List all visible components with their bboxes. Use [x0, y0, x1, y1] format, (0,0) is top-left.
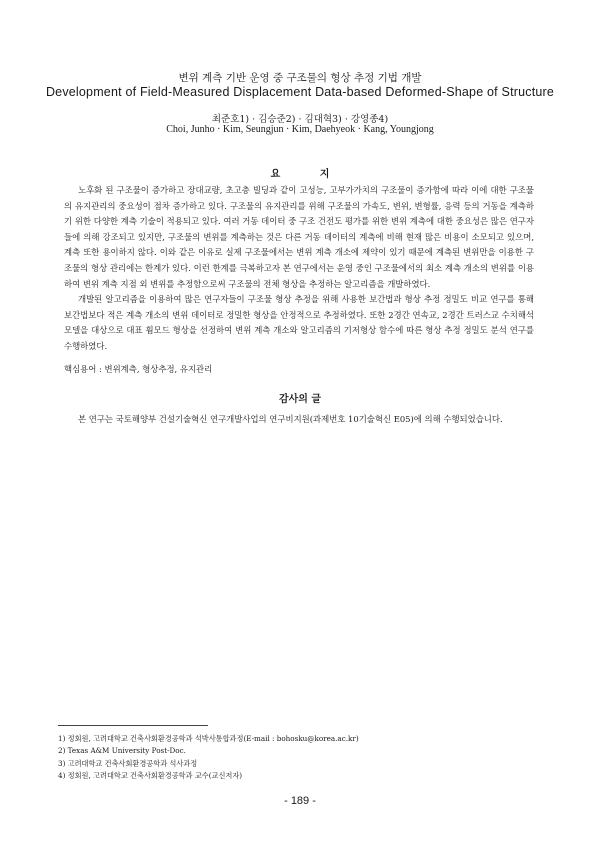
footnotes — [58, 733, 359, 783]
title-korean: 변위 계측 기반 운영 중 구조물의 형상 추정 기법 개발 — [178, 72, 422, 84]
title-english: Development of Field-Measured Displacement Data-based Deformed-Shape of Structure — [45, 85, 555, 99]
abstract-paragraph-2: 개발된 알고리즘을 이용하여 많은 연구자들이 구조물 형상 추정을 위해 사용한 보간법과 형상 추정 정밀도 비교 연구를 통해 보간법보다 적은 계측 개소의 변위 데이터로 정밀한 형상을 안정적으로 추정하였다. 또한 2경간 연속교, 2경간 트러스교 수치해석 모델을 대상으로 대표 휨모드 형상을 선정하여 변위 계측 개소와 알고리즘의 기저형상 함수에 따른 형상 추정 정밀도 분석 연구를 수행하였다. — [64, 294, 534, 351]
footnote-divider — [58, 725, 208, 726]
page-number: - 189 - — [284, 795, 316, 807]
footnote-3: 3) 고려대학교 건축사회환경공학과 석사과정 — [58, 758, 198, 768]
acknowledgement-heading: 감사의 글 — [278, 394, 322, 405]
acknowledgement-text: 본 연구는 국토해양부 건설기술혁신 연구개발사업의 연구비지원(과제번호 10기술혁신 E05)에 의해 수행되었습니다. — [78, 414, 503, 424]
authors-korean: 최준호1) · 김승준2) · 김대혁3) · 강영종4) — [211, 114, 389, 125]
authors-english: Choi, Junho · Kim, Seungjun · Kim, Daehyeok · Kang, Youngjong — [166, 124, 434, 135]
footnote-1: 1) 정회원, 고려대학교 건축사회환경공학과 석박사통합과정(E-mail : bohosku@korea.ac.kr) — [58, 734, 359, 743]
footnote-4: 4) 정회원, 고려대학교 건축사회환경공학과 교수(교신저자) — [58, 771, 243, 781]
abstract-paragraph-1: 노후화 된 구조물이 증가하고 장대교량, 초고층 빌딩과 같이 고성능, 고부가가치의 구조물이 증가함에 따라 이에 대한 구조물의 유지관리의 중요성이 점차 증가하고 있다. 구조물의 유지관리를 위해 구조물의 가속도, 변위, 변형률, 응력 등의 거동을 계측하기 위한 다양한 계측 기술이 적용되고 있다. 여러 거동 데이터 중 구조 건전도 평가를 위한 변위 계측에 대한 중요성은 많은 연구자들에 의해 강조되고 있지만, 구조물의 변위를 계측하는 것은 다른 거동 데이터의 계측에 비해 현재 많은 비용이 소모되고 있으며, 계측 또한 용이하지 않다. 이와 같은 이유로 실제 구조물에서는 변위 계측 개소에 제약이 있기 때문에 계측된 변위만을 이용한 구조물의 형상 관리에는 한계가 있다. 이런 한계를 극복하고자 본 연구에서는 운영 중인 구조물에서의 최소 계측 개소의 변위를 이용하여 변위 계측 지점 외 변위를 추정함으로써 구조물의 전체 형상을 추정하는 알고리즘을 개발하였다. — [64, 185, 534, 289]
footnote-2: 2) Texas A&M University Post-Doc. — [58, 746, 186, 756]
keywords: 핵심용어 : 변위계측, 형상추정, 유지관리 — [64, 364, 213, 374]
abstract-heading: 요 지 — [270, 169, 348, 180]
